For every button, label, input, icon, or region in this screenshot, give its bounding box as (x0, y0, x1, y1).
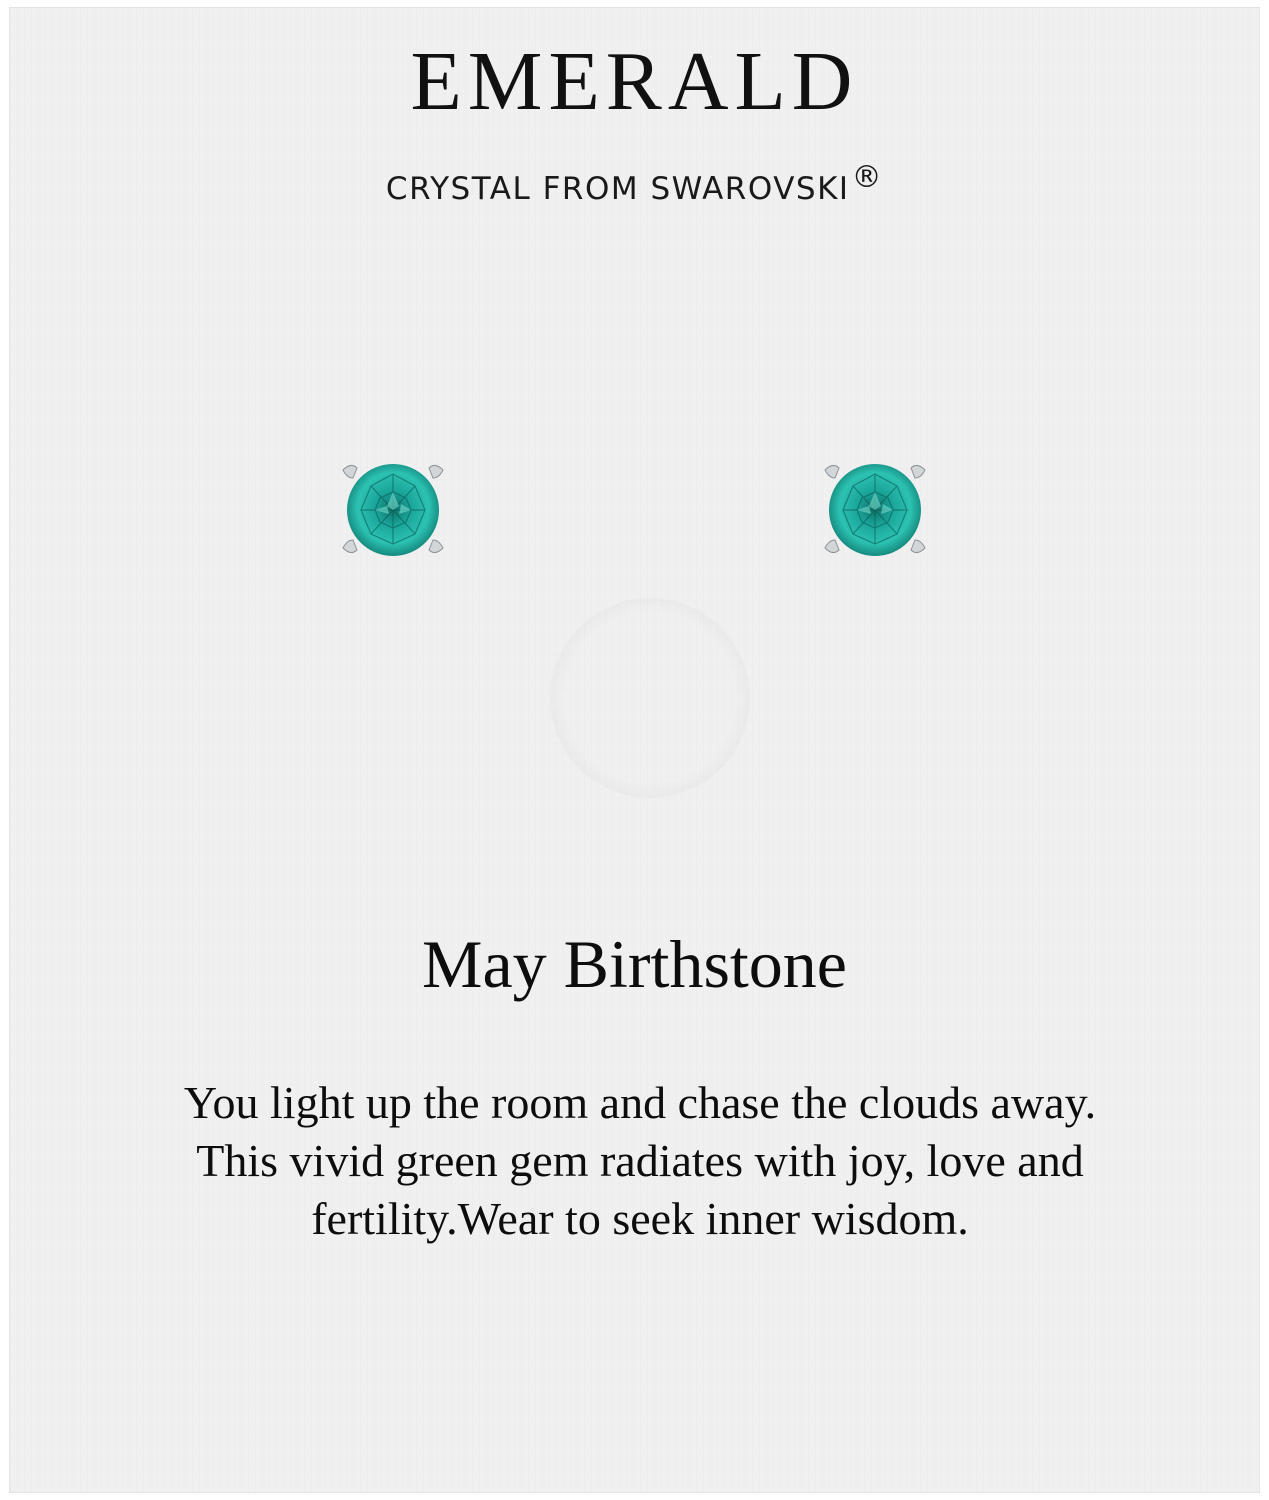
jewelry-card (10, 8, 1259, 1492)
birthstone-heading: May Birthstone (422, 926, 847, 1002)
description-line-2: This vivid green gem radiates with joy, love and (196, 1135, 1084, 1186)
subtitle-text: CRYSTAL FROM SWAROVSKI (385, 171, 850, 207)
right-earring (815, 448, 935, 568)
description-line-1: You light up the room and chase the clouds away. (183, 1077, 1097, 1128)
birthstone-description (60, 1074, 1220, 1248)
card-subtitle (10, 160, 1259, 207)
left-earring (333, 448, 453, 568)
description-line-3: fertility.Wear to seek inner wisdom. (311, 1193, 969, 1244)
registered-trademark: ® (851, 160, 884, 195)
earring-backing-disc (550, 598, 750, 798)
card-title: EMERALD (410, 35, 859, 128)
